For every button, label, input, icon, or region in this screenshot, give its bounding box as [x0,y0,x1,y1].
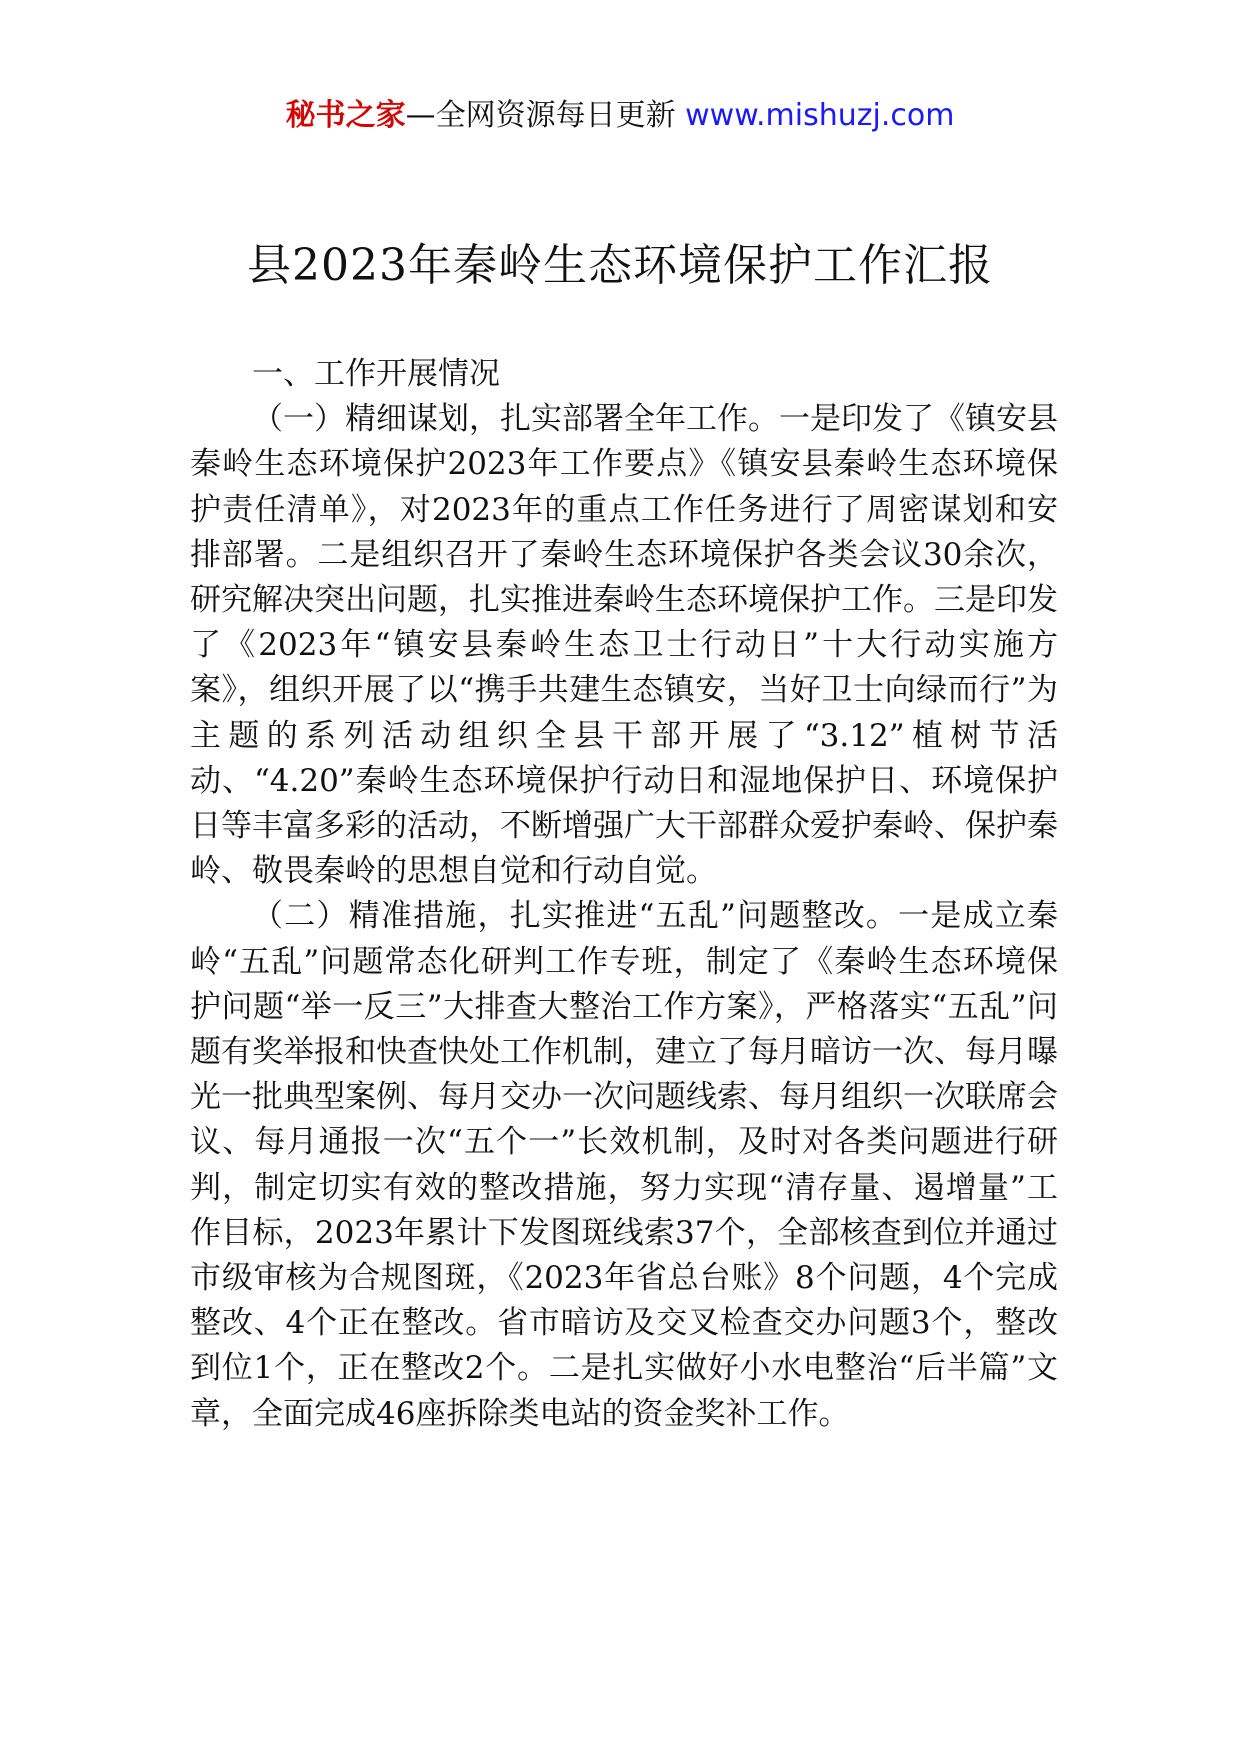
site-brand: 秘书之家 [285,98,406,133]
document-body [190,352,1058,1437]
body-paragraph: （一）精细谋划，扎实部署全年工作。一是印发了《镇安县秦岭生态环境保护2023年工作要点》《镇安县秦岭生态环境保护责任清单》，对2023年的重点工作任务进行了周密谋划和安排部署。二是组织召开了秦岭生态环境保护各类会议30余次，研究解决突出问题，扎实推进秦岭生态环境保护工作。三是印发了《2023年“镇安县秦岭生态卫士行动日”十大行动实施方案》，组织开展了以“携手共建生态镇安，当好卫士向绿而行”为主题的系列活动组织全县干部开展了“3.12”植树节活动、“4.20”秦岭生态环境保护行动日和湿地保护日、环境保护日等丰富多彩的活动，不断增强广大干部群众爱护秦岭、保护秦岭、敬畏秦岭的思想自觉和行动自觉。 [190,401,1058,890]
section-heading: 一、工作开展情况 [252,356,500,392]
body-paragraph: （二）精准措施，扎实推进“五乱”问题整改。一是成立秦岭“五乱”问题常态化研判工作专班，制定了《秦岭生态环境保护问题“举一反三”大排查大整治工作方案》，严格落实“五乱”问题有奖举报和快查快处工作机制，建立了每月暗访一次、每月曝光一批典型案例、每月交办一次问题线索、每月组织一次联席会议、每月通报一次“五个一”长效机制，及时对各类问题进行研判，制定切实有效的整改措施，努力实现“清存量、遏增量”工作目标，2023年累计下发图斑线索37个，全部核查到位并通过市级审核为合规图斑，《2023年省总台账》8个问题，4个完成整改、4个正在整改。省市暗访及交叉检查交办问题3个，整改到位1个，正在整改2个。二是扎实做好小水电整治“后半篇”文章，全面完成46座拆除类电站的资金奖补工作。 [190,898,1058,1432]
site-header [0,96,1240,136]
site-tagline: —全网资源每日更新 [405,98,676,133]
site-url-link[interactable]: www.mishuzj.com [685,98,955,133]
document-title: 县2023年秦岭生态环境保护工作汇报 [247,240,993,291]
